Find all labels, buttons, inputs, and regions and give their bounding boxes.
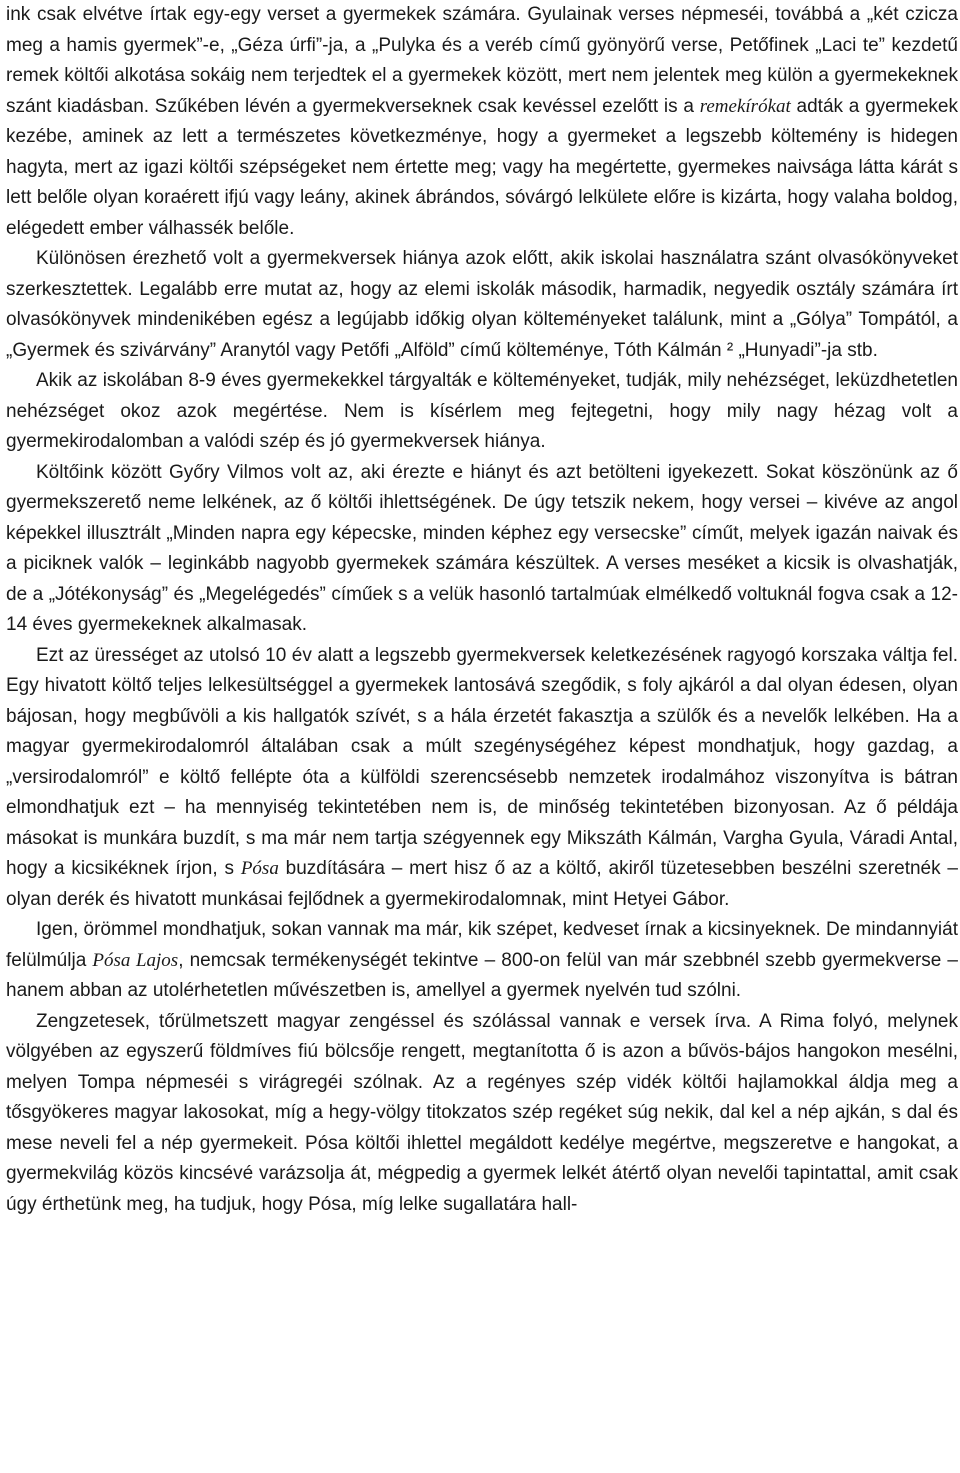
italic-text-run: Pósa Lajos	[92, 949, 179, 971]
paragraph-7	[6, 1007, 958, 1221]
document-page	[6, 0, 958, 1220]
paragraph-5	[6, 641, 958, 916]
text-run: adták a gyermekek kezébe, aminek az lett a természetes következménye, hogy a gyermeket a legszebb költemény is hidegen hagyta, mert az igazi költői szépségeket nem értette meg; vagy ha megértette, gyermekes naivsága látta kárát s lett belőle olyan koraérett ifjú vagy leány, akinek ábrándos, sóvárgó lelkülete előre is kizárta, hogy valaha boldog, elégedett ember válhassék belőle.	[6, 95, 958, 239]
paragraph-3	[6, 366, 958, 458]
paragraph-2	[6, 244, 958, 366]
text-run: Különösen érezhető volt a gyermekversek hiánya azok előtt, akik iskolai használatra szánt olvasókönyveket szerkesztettek. Legalább erre mutat az, hogy az elemi iskolák második, harmadik, negyedik osztály számára írt olvasókönyvek mindenikében egész a legújabb időkig olyan költeményeket találunk, mint a „Gólya” Tompától, a „Gyermek és szivárvány” Aranytól vagy Petőfi „Alföld” című költeménye, Tóth Kálmán ² „Hunyadi”-ja stb.	[6, 248, 958, 361]
text-run: Zengzetesek, tőrülmetszett magyar zengéssel és szólással vannak e versek írva. A Rima folyó, melynek völgyében az egyszerű földmíves fiú bölcsője rengett, megtanította ő is azon a bűvös-bájos hangokon mesélni, melyen Tompa népmeséi s virágregéi szólnak. Az a regényes szép vidék költői hajlamokkal áldja meg a tősgyökeres magyar lakosokat, míg a hegy-völgy titokzatos szép regéket súg nekik, dal kel a nép ajkán, s dal és mese neveli fel a nép gyermekeit. Pósa költői ihlettel megáldott kedélye megértve, megszeretve e hangokat, a gyermekvilág közös kincsévé varázsolja át, mégpedig a gyermek lelkét átértő olyan nevelői tapintattal, amit csak úgy érthetünk meg, ha tudjuk, hogy Pósa, míg lelke sugallatára hall-	[6, 1010, 958, 1215]
paragraph-4	[6, 458, 958, 641]
text-run: , nemcsak termékenységét tekintve – 800-on felül van már szebbnél szebb gyermekverse – hanem abban az utolérhetetlen művészetben is, amellyel a gyermek nyelvén tud szólni.	[6, 949, 959, 1001]
text-run: Ezt az ürességet az utolsó 10 év alatt a legszebb gyermekversek keletkezésének ragyogó korszaka váltja fel. Egy hivatott költő teljes lelkesültséggel a gyermekek lantosává szegődik, s foly ajkáról a dal olyan édesen, olyan bájosan, hogy megbűvöli a kis hallgatók szívét, s a hála érzetét fakasztja a szülők és a nevelők lelkében. Ha a magyar gyermekirodalomról általában csak a múlt szegénységéhez képest mondhatjuk, hogy gazdag, a „versirodalomról” e költő fellépte óta a külföldi szerencsésebb nemzetek irodalmához viszonyítva is bátran elmondhatjuk ezt – ha mennyiség tekintetében nem is, de minőség tekintetében bizonyosan. Az ő példája másokat is munkára buzdít, s ma már nem tartja szégyennek egy Mikszáth Kálmán, Vargha Gyula, Váradi Antal, hogy a kicsikéknek írjon, s	[6, 644, 958, 879]
text-run: Költőink között Győry Vilmos volt az, aki érezte e hiányt és azt betölteni igyekezett. Sokat köszönünk az ő gyermekszerető neme lelkének, az ő költői ihlettségének. De úgy tetszik nekem, hogy versei – kivéve az angol képekkel illusztrált „Minden napra egy képecske, minden képhez egy versecske” címűt, melyek igazán naivak és a piciknek valók – leginkább nagyobb gyermekek számára készültek. A verses meséket a kicsik is olvashatják, de a „Jótékonyság” és „Megelégedés” címűek s a velük hasonló tartalmúak elmélkedő voltuknál fogva csak a 12-14 éves gyermekeknek alkalmasak.	[6, 461, 958, 635]
paragraph-1	[6, 0, 958, 244]
text-run: buzdítására – mert hisz ő az a költő, akiről tüzetesebben beszélni szeretnék – olyan derék és hivatott munkásai fejlődnek a gyermekirodalomnak, mint Hetyei Gábor.	[6, 858, 959, 910]
text-run: Akik az iskolában 8-9 éves gyermekekkel tárgyalták e költeményeket, tudják, mily nehézséget, leküzdhetetlen nehézséget okoz azok megértése. Nem is kísérlem meg fejtegetni, hogy mily nagy hézag volt a gyermekirodalomban a valódi szép és jó gyermekversek hiánya.	[6, 370, 958, 452]
text-run: ink csak elvétve írtak egy-egy verset a gyermekek számára. Gyulainak verses népmeséi, továbbá a „két czicza meg a hamis gyermek”-e, „Géza úrfi”-ja, a „Pulyka és a veréb című gyönyörű verse, Petőfinek „Laci te” kezdetű remek költői alkotása sokáig nem terjedtek el a gyermekek között, mert nem jelentek meg külön a gyermekeknek szánt kiadásban. Szűkében lévén a gyermekverseknek csak kevéssel ezelőtt is a	[6, 4, 958, 117]
text-run: Igen, örömmel mondhatjuk, sokan vannak ma már, kik szépet, kedveset írnak a kicsinyeknek. De mindannyiát felülmúlja	[6, 919, 958, 971]
italic-text-run: remekírókat	[699, 95, 791, 117]
paragraph-6	[6, 915, 958, 1007]
italic-text-run: Pósa	[240, 858, 279, 879]
